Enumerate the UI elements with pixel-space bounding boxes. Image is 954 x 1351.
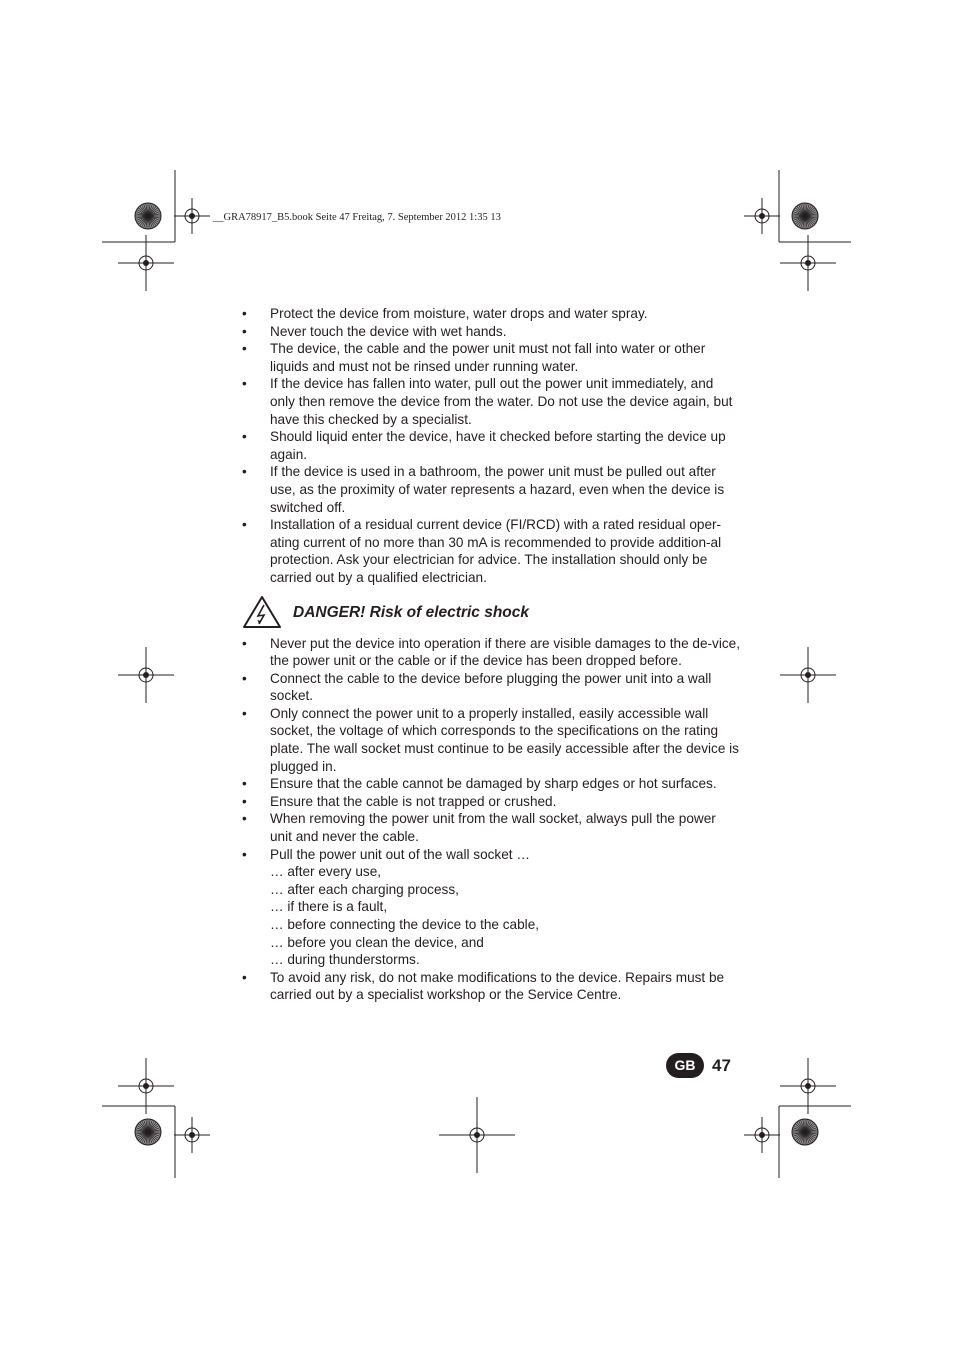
registration-crosshair — [439, 1097, 515, 1173]
list-item: • Protect the device from moisture, water drops and water spray. — [242, 305, 740, 323]
registration-crosshair — [174, 198, 210, 234]
list-item: • If the device has fallen into water, pull out the power unit immediately, and only then remove the device from the water. Do not use the device again, but have this checked by a specialist. — [242, 375, 740, 428]
list-item: • Pull the power unit out of the wall socket … — [242, 846, 740, 864]
list-item: • If the device is used in a bathroom, the power unit must be pulled out after use, as the proximity of water represents a hazard, even when the device is switched off. — [242, 463, 740, 516]
condition-item: … after each charging process, — [270, 881, 459, 897]
list-item: • Ensure that the cable is not trapped or crushed. — [242, 793, 740, 811]
color-target-rosette — [135, 203, 161, 229]
list-item: • Connect the cable to the device before plugging the power unit into a wall socket. — [242, 670, 740, 705]
list-item: • Never put the device into operation if there are visible damages to the de-vice, the power unit or the cable or if the device has been dropped before. — [242, 635, 740, 670]
print-file-info: __GRA78917_B5.book Seite 47 Freitag, 7. September 2012 1:35 13 — [213, 212, 501, 223]
condition-item: … if there is a fault, — [270, 899, 388, 915]
registration-crosshair — [780, 647, 836, 703]
page-number: 47 — [712, 1056, 731, 1075]
registration-crosshair — [174, 1117, 210, 1153]
color-target-rosette — [135, 1119, 161, 1145]
list-item: • Never touch the device with wet hands. — [242, 323, 740, 341]
color-target-rosette — [792, 203, 818, 229]
list-item: • The device, the cable and the power unit must not fall into water or other liquids and must not be rinsed under running water. — [242, 340, 740, 375]
condition-item: … during thunderstorms. — [270, 952, 420, 968]
registration-crosshair — [118, 647, 174, 703]
electric-hazard-warning-icon — [242, 595, 282, 629]
moisture-safety-list — [242, 305, 740, 587]
registration-crosshair — [744, 1117, 780, 1153]
list-item: • When removing the power unit from the wall socket, always pull the power unit and never the cable. — [242, 810, 740, 845]
list-item: • To avoid any risk, do not make modifications to the device. Repairs must be carried out by a specialist workshop or the Service Centre. — [242, 969, 740, 1004]
list-item: • Ensure that the cable cannot be damaged by sharp edges or hot surfaces. — [242, 775, 740, 793]
modification-warning-list — [242, 969, 740, 1004]
list-item: • Should liquid enter the device, have it checked before starting the device up again. — [242, 428, 740, 463]
condition-item: … after every use, — [270, 864, 382, 880]
registration-crosshair — [118, 235, 174, 291]
list-item: • Only connect the power unit to a properly installed, easily accessible wall socket, the voltage of which corresponds to the specifications on the rating plate. The wall socket must continue to be easily accessible after the device is plugged in. — [242, 705, 740, 775]
registration-crosshair — [780, 235, 836, 291]
danger-heading — [242, 595, 740, 635]
list-item: • Installation of a residual current device (FI/RCD) with a rated residual oper-ating current of no more than 30 mA is recommended to provide addition-al protection. Ask your electrician for advice. The installation should only be carried out by a qualified electrician. — [242, 516, 740, 586]
color-target-rosette — [792, 1119, 818, 1145]
danger-title: DANGER! Risk of electric shock — [293, 603, 530, 621]
electric-shock-safety-list — [242, 635, 740, 864]
condition-item: … before you clean the device, and — [270, 934, 484, 950]
pull-out-conditions — [242, 863, 740, 969]
safety-instructions — [242, 305, 740, 1004]
condition-item: … before connecting the device to the cable, — [270, 917, 540, 932]
language-badge: GB — [666, 1053, 704, 1078]
registration-crosshair — [744, 198, 780, 234]
